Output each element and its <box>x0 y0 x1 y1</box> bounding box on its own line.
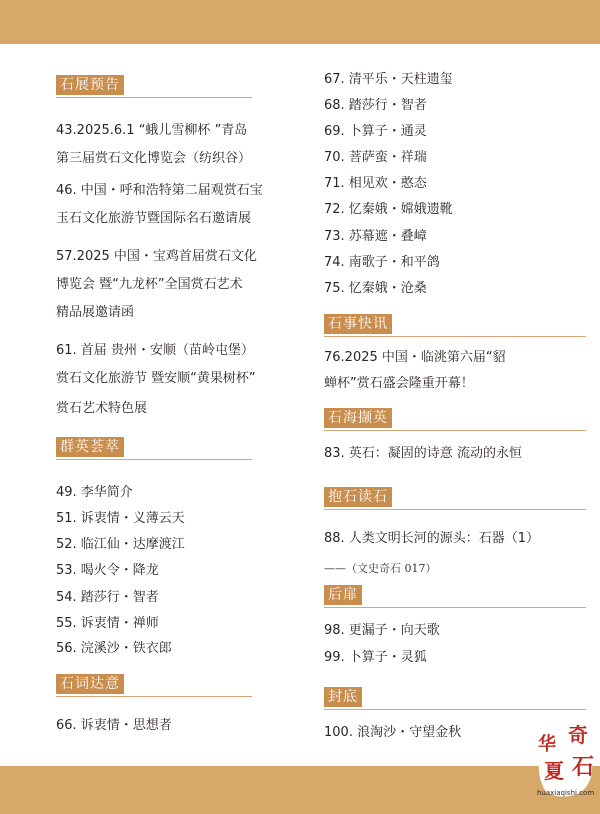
logo-url: huaxiaqishi.com <box>537 789 595 797</box>
toc-entry[interactable]: 70. 菩萨蛮・祥瑞 <box>324 150 427 165</box>
section-back-page <box>324 584 586 608</box>
section-label: 石事快讯 <box>324 314 392 334</box>
toc-entry-cont[interactable]: 赏石文化旅游节 暨安顺“黄果树杯” <box>56 371 256 386</box>
toc-entry-cont[interactable]: 博览会 暨“九龙杯”全国赏石艺术 <box>56 277 243 292</box>
logo-char-hua: 华 <box>538 734 556 755</box>
toc-entry[interactable]: 49. 李华简介 <box>56 485 133 500</box>
bottom-band <box>0 766 600 814</box>
toc-entry[interactable]: 43.2025.6.1 “蛾儿雪柳杯 ”青岛 <box>56 123 248 138</box>
toc-entry[interactable]: 51. 诉衷情・义薄云天 <box>56 511 185 526</box>
toc-entry[interactable]: 66. 诉衷情・思想者 <box>56 718 172 733</box>
section-stone-news <box>324 313 586 337</box>
toc-entry[interactable]: 54. 踏莎行・智者 <box>56 590 159 605</box>
section-label: 后扉 <box>324 585 362 605</box>
section-label: 石展预告 <box>56 75 124 95</box>
toc-entry[interactable]: 61. 首届 贵州・安顺（苗岭屯堡） <box>56 343 254 358</box>
toc-entry[interactable]: 67. 清平乐・天柱遗玺 <box>324 72 453 87</box>
section-divider <box>324 336 586 337</box>
section-label: 抱石读石 <box>324 487 392 507</box>
section-stone-sea <box>324 407 586 431</box>
toc-entry[interactable]: 55. 诉衷情・禅师 <box>56 616 159 631</box>
section-hold-stone <box>324 486 586 510</box>
toc-entry[interactable]: 53. 喝火令・降龙 <box>56 563 159 578</box>
credit-line: ——（文史奇石 017） <box>324 562 437 575</box>
toc-entry[interactable]: 72. 忆秦娥・嫦娥遗靴 <box>324 202 453 217</box>
toc-entry[interactable]: 75. 忆秦娥・沧桑 <box>324 281 427 296</box>
section-label: 石海撷英 <box>324 408 392 428</box>
section-divider <box>324 607 586 608</box>
toc-entry[interactable]: 76.2025 中国・临洮第六届“貂 <box>324 350 506 365</box>
huaxia-qishi-logo <box>534 716 600 810</box>
toc-entry[interactable]: 83. 英石：凝固的诗意 流动的永恒 <box>324 446 522 461</box>
toc-entry[interactable]: 88. 人类文明长河的源头：石器（1） <box>324 531 540 546</box>
section-talent-gathering <box>56 436 252 460</box>
toc-entry[interactable]: 71. 相见欢・憨态 <box>324 176 427 191</box>
toc-entry[interactable]: 99. 卜算子・灵狐 <box>324 650 427 665</box>
toc-entry[interactable]: 46. 中国・呼和浩特第二届观赏石宝 <box>56 183 263 198</box>
toc-entry-cont[interactable]: 蝉杯”赏石盛会隆重开幕！ <box>324 376 474 391</box>
toc-entry[interactable]: 57.2025 中国・宝鸡首届赏石文化 <box>56 249 257 264</box>
section-stone-poems <box>56 673 252 697</box>
toc-entry-cont[interactable]: 第三届赏石文化博览会（纺织谷） <box>56 151 252 166</box>
logo-seal-icon <box>534 716 600 810</box>
toc-entry-cont[interactable]: 赏石艺术特色展 <box>56 401 148 416</box>
toc-entry[interactable]: 56. 浣溪沙・铁衣郎 <box>56 641 172 656</box>
toc-entry[interactable]: 74. 南歌子・和平鸽 <box>324 255 440 270</box>
toc-entry[interactable]: 52. 临江仙・达摩渡江 <box>56 537 185 552</box>
toc-entry[interactable]: 73. 苏幕遮・叠嶂 <box>324 229 427 244</box>
section-divider <box>56 97 252 98</box>
toc-entry[interactable]: 69. 卜算子・通灵 <box>324 124 427 139</box>
toc-entry[interactable]: 68. 踏莎行・智者 <box>324 98 427 113</box>
section-label: 群英荟萃 <box>56 437 124 457</box>
logo-char-shi: 石 <box>572 754 595 780</box>
toc-entry-cont[interactable]: 玉石文化旅游节暨国际名石邀请展 <box>56 211 252 226</box>
section-label: 石词达意 <box>56 674 124 694</box>
section-back-cover <box>324 686 586 710</box>
top-band <box>0 0 600 44</box>
section-divider <box>324 430 586 431</box>
section-divider <box>56 696 252 697</box>
section-label: 封底 <box>324 687 362 707</box>
section-divider <box>56 459 252 460</box>
toc-entry-cont[interactable]: 精品展邀请函 <box>56 305 135 320</box>
section-divider <box>324 709 586 710</box>
logo-char-qi: 奇 <box>568 723 588 747</box>
section-exhibition-preview <box>56 74 252 98</box>
logo-char-xia: 夏 <box>544 759 564 783</box>
section-divider <box>324 509 586 510</box>
toc-entry[interactable]: 100. 浪淘沙・守望金秋 <box>324 725 462 740</box>
toc-entry[interactable]: 98. 更漏子・向天歌 <box>324 623 440 638</box>
